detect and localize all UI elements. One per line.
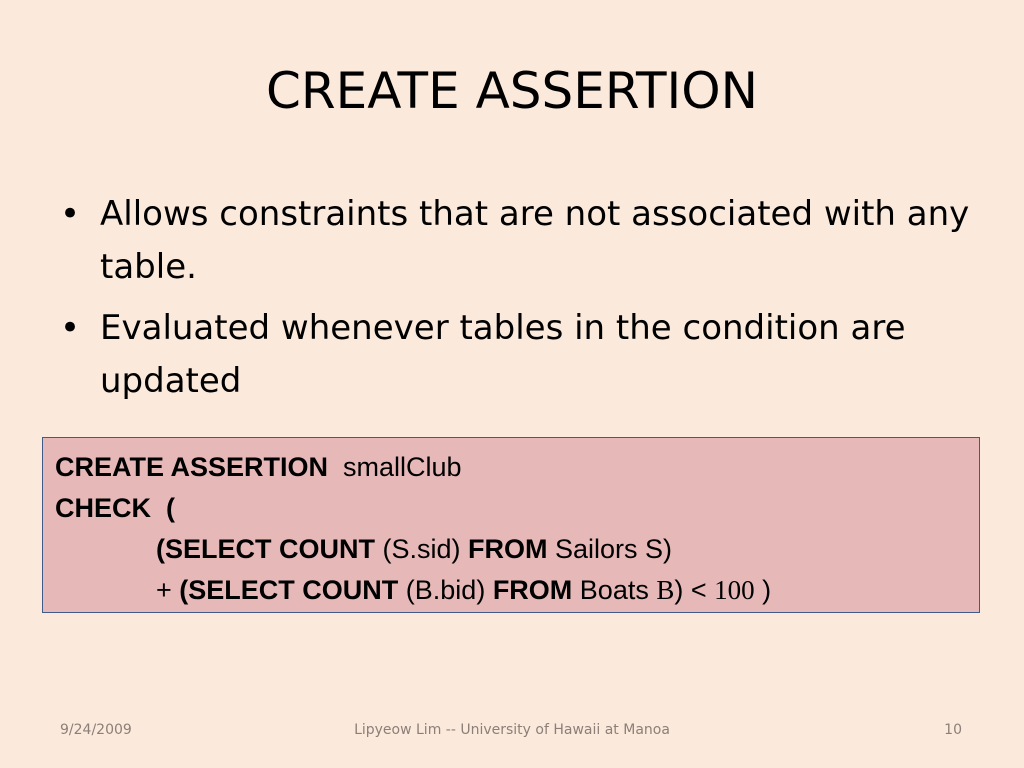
- bullet-text: Allows constraints that are not associated with any table.: [100, 194, 970, 287]
- page-number: 10: [944, 722, 962, 738]
- sql-table: Sailors S): [547, 534, 673, 564]
- bullet-text: Evaluated whenever tables in the condition are updated: [100, 308, 906, 401]
- sql-close-paren: ): [754, 575, 772, 605]
- sql-keyword: (SELECT COUNT: [179, 575, 399, 605]
- bullet-icon: •: [60, 194, 81, 234]
- slide-title: CREATE ASSERTION: [265, 62, 759, 120]
- footer-author: Lipyeow Lim -- University of Hawaii at Manoa: [354, 722, 670, 738]
- code-line-1: [55, 447, 979, 488]
- sql-table: Boats: [572, 575, 657, 605]
- sql-argument: (S.sid): [375, 534, 469, 564]
- sql-alias: B: [656, 575, 675, 605]
- code-line-3: [55, 529, 979, 570]
- code-line-4: [55, 570, 979, 611]
- assertion-name: smallClub: [328, 452, 462, 482]
- sql-keyword: FROM: [468, 534, 548, 564]
- bullet-item: [58, 302, 988, 408]
- footer-date: 9/24/2009: [60, 722, 132, 738]
- sql-keyword: CHECK (: [55, 493, 175, 523]
- sql-keyword: CREATE ASSERTION: [55, 452, 329, 482]
- sql-number: 100: [714, 575, 755, 605]
- sql-comparison: ) <: [674, 575, 715, 605]
- code-line-2: [55, 488, 979, 529]
- bullet-icon: •: [60, 308, 81, 348]
- bullet-list: [58, 188, 988, 416]
- sql-code-box: [42, 437, 980, 613]
- bullet-item: [58, 188, 988, 294]
- sql-keyword: (SELECT COUNT: [156, 534, 375, 564]
- sql-keyword: FROM: [492, 575, 573, 605]
- sql-operator: +: [156, 575, 180, 605]
- sql-argument: (B.bid): [398, 575, 493, 605]
